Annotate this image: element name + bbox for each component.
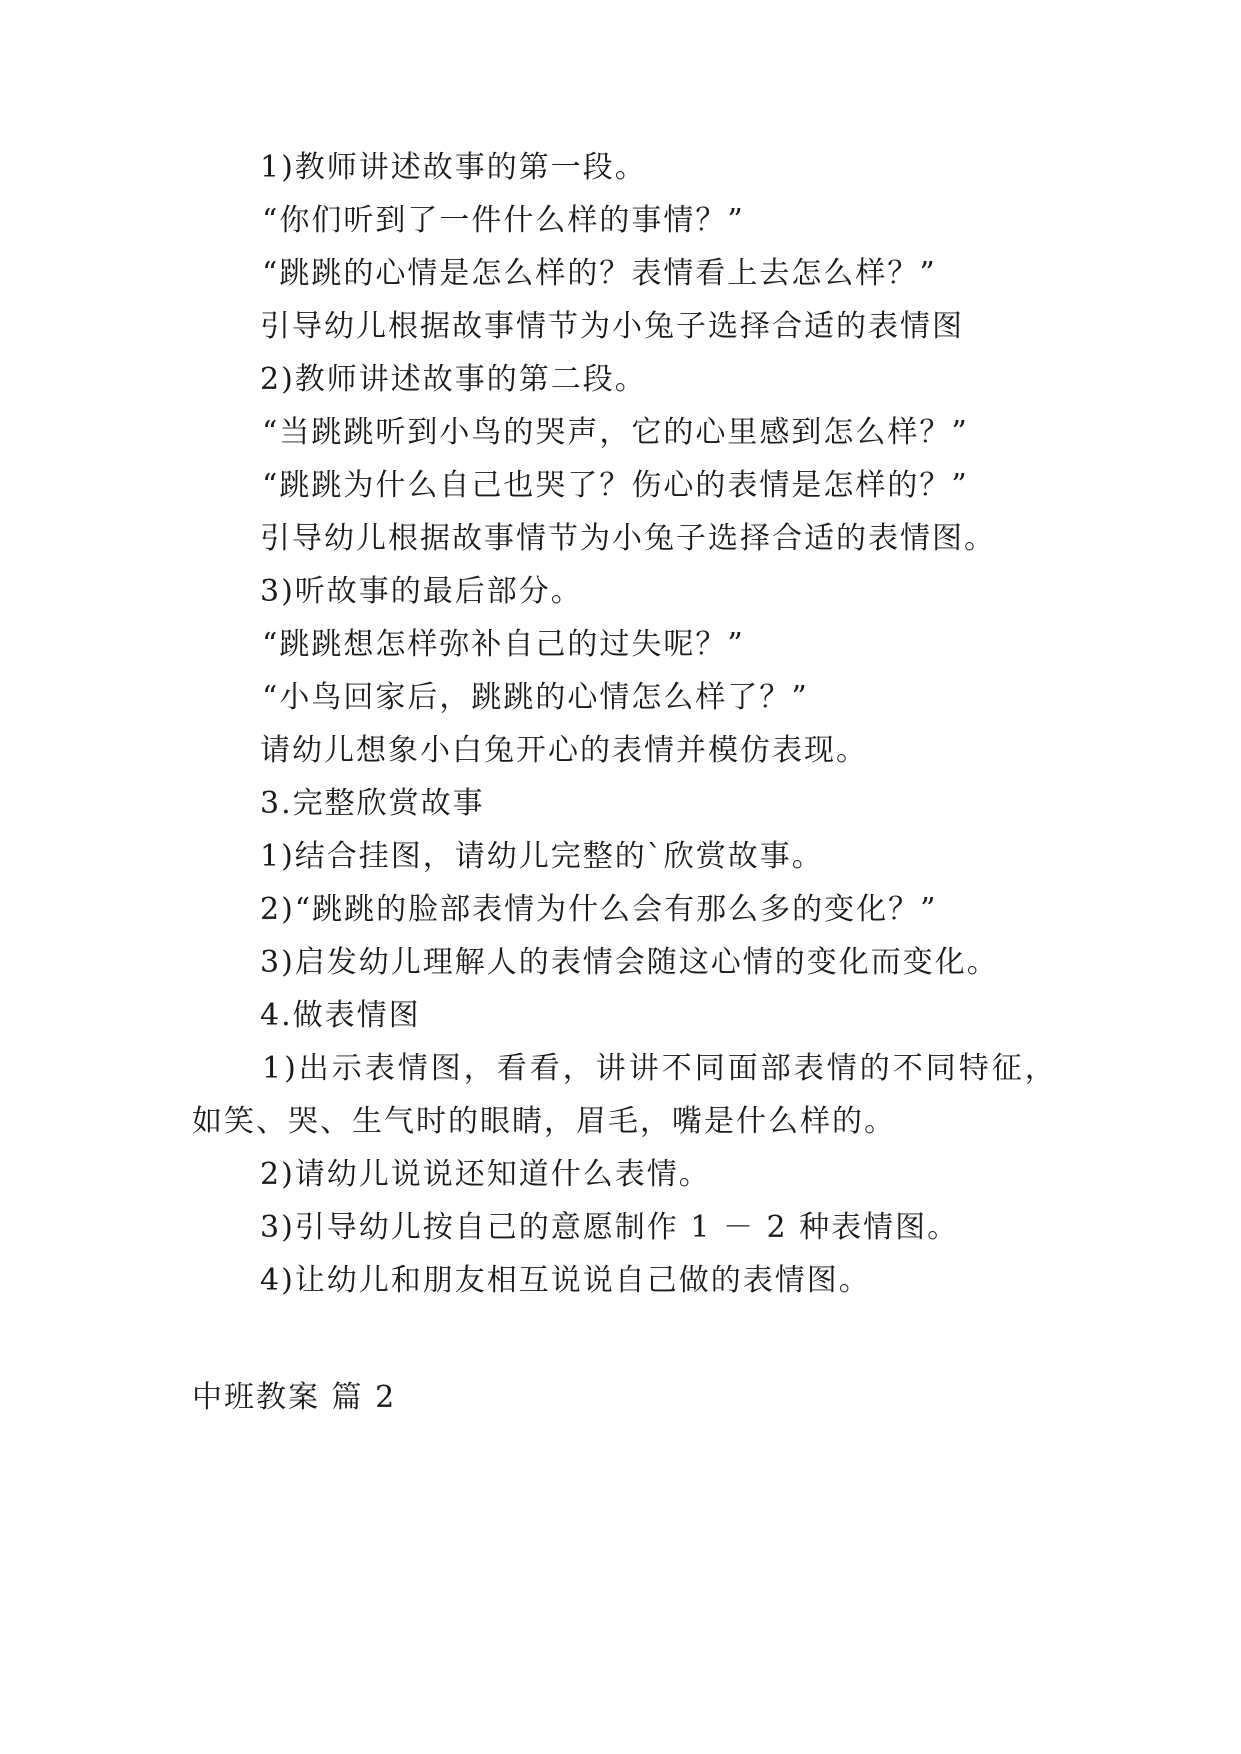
paragraph-line: “跳跳想怎样弥补自己的过失呢？” bbox=[262, 627, 745, 662]
paragraph-line: “跳跳的心情是怎么样的？表情看上去怎么样？” bbox=[262, 256, 937, 291]
paragraph-line: 4.做表情图 bbox=[260, 998, 421, 1033]
section-heading: 中班教案 篇 2 bbox=[192, 1380, 397, 1415]
paragraph-line: 如笑、哭、生气时的眼睛，眉毛，嘴是什么样的。 bbox=[192, 1104, 896, 1139]
paragraph-line: “小鸟回家后，跳跳的心情怎么样了？” bbox=[262, 680, 809, 715]
paragraph-line: 1)教师讲述故事的第一段。 bbox=[260, 150, 647, 185]
paragraph-line: “跳跳为什么自己也哭了？伤心的表情是怎样的？” bbox=[262, 468, 969, 503]
paragraph-line: 2)请幼儿说说还知道什么表情。 bbox=[260, 1157, 711, 1192]
paragraph-line: 3)听故事的最后部分。 bbox=[260, 574, 583, 609]
paragraph-line: “你们听到了一件什么样的事情？” bbox=[262, 203, 745, 238]
paragraph-line: 2)“跳跳的脸部表情为什么会有那么多的变化？” bbox=[260, 892, 938, 927]
paragraph-line: 1)出示表情图，看看，讲讲不同面部表情的不同特征， bbox=[262, 1051, 1058, 1086]
paragraph-line: 1)结合挂图，请幼儿完整的`欣赏故事。 bbox=[260, 839, 824, 874]
paragraph-line: 4)让幼儿和朋友相互说说自己做的表情图。 bbox=[260, 1263, 871, 1298]
paragraph-line: 3.完整欣赏故事 bbox=[260, 786, 485, 821]
paragraph-line: 2)教师讲述故事的第二段。 bbox=[260, 362, 647, 397]
paragraph-line: 请幼儿想象小白兔开心的表情并模仿表现。 bbox=[260, 733, 868, 768]
paragraph-line: 3)引导幼儿按自己的意愿制作 1 － 2 种表情图。 bbox=[260, 1210, 960, 1245]
paragraph-line: 引导幼儿根据故事情节为小兔子选择合适的表情图 bbox=[260, 309, 964, 344]
paragraph-line: “当跳跳听到小鸟的哭声，它的心里感到怎么样？” bbox=[262, 415, 969, 450]
paragraph-line: 3)启发幼儿理解人的表情会随这心情的变化而变化。 bbox=[260, 945, 999, 980]
paragraph-line: 引导幼儿根据故事情节为小兔子选择合适的表情图。 bbox=[260, 521, 996, 556]
